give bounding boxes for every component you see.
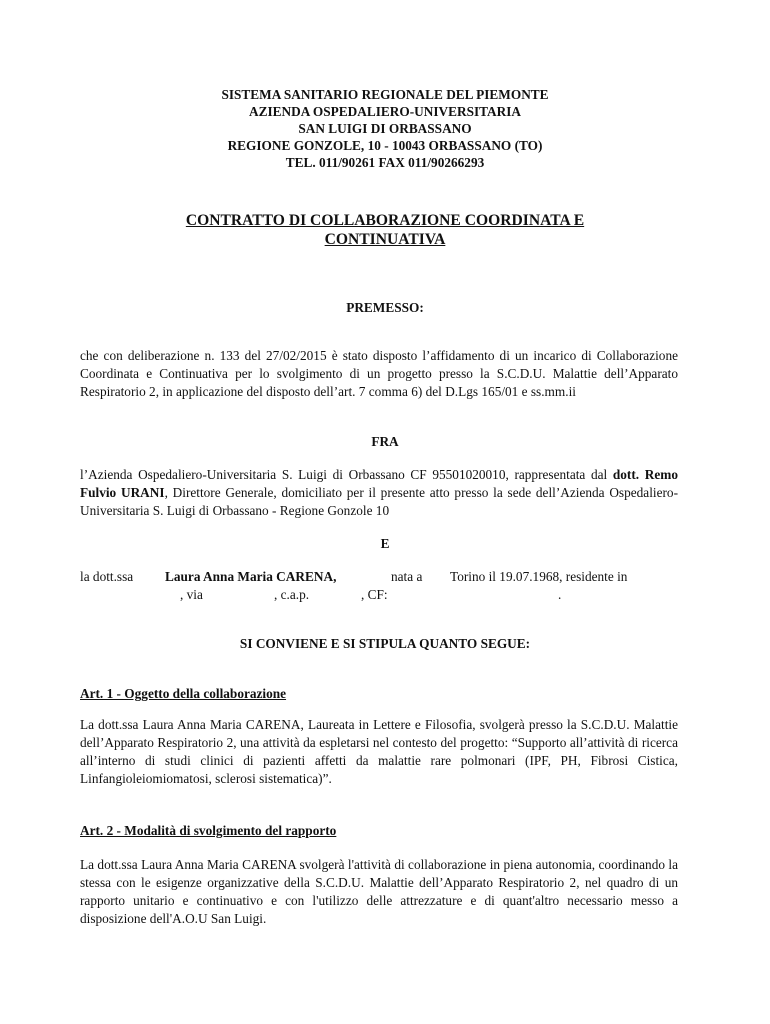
- fra-paragraph: [80, 466, 678, 520]
- art2-paragraph: La dott.ssa Laura Anna Maria CARENA svolgerà l'attività di collaborazione in piena autonomia, coordinando la stessa con le esigenze organizzative della S.C.D.U. Malattie dell’Apparato Respiratorio 2, nel quadro di un rapporto unitario e continuativo e con l'utilizzo delle attrezzature e di quant'altro necessario messo a disposizione dell'A.O.U San Luigi.: [80, 857, 678, 926]
- contractor-cf: , CF:: [361, 587, 388, 602]
- header-line-5: TEL. 011/90261 FAX 011/90266293: [285, 155, 485, 170]
- contractor-end: .: [558, 587, 562, 602]
- header-line-4: REGIONE GONZOLE, 10 - 10043 ORBASSANO (TO): [227, 138, 543, 153]
- contractor-line-1: [80, 568, 678, 586]
- contractor-line-2: [80, 586, 678, 604]
- fra-heading: FRA: [371, 434, 399, 449]
- art2-heading: Art. 2 - Modalità di svolgimento del rapporto: [80, 823, 337, 838]
- premesso-paragraph: che con deliberazione n. 133 del 27/02/2015 è stato disposto l’affidamento di un incarico di Collaborazione Coordinata e Continuativa per lo svolgimento di un progetto presso la S.C.D.U. Malattie dell’Apparato Respiratorio 2, in applicazione del disposto dell’art. 7 comma 6) del D.Lgs 165/01 e ss.mm.ii: [80, 348, 678, 399]
- contract-title: [0, 211, 770, 249]
- header-line-3: SAN LUIGI DI ORBASSANO: [298, 121, 472, 136]
- title-line-2: CONTINUATIVA: [324, 231, 446, 248]
- conviene-heading: SI CONVIENE E SI STIPULA QUANTO SEGUE:: [239, 636, 531, 651]
- contractor-cap: , c.a.p.: [274, 587, 310, 602]
- art1-heading: Art. 1 - Oggetto della collaborazione: [80, 686, 287, 701]
- art1-paragraph: La dott.ssa Laura Anna Maria CARENA, Laureata in Lettere e Filosofia, svolgerà presso la S.C.D.U. Malattie dell’Apparato Respiratorio 2, una attività da espletarsi nel contesto del progetto: “Supporto all’attività di ricerca all’interno di studi clinici di pazienti affetti da malattie rare polmonari (IPF, PH, Fibrosi Cistica, Linfangioleiomiomatosi, sclerosi sistematica)”.: [80, 717, 678, 786]
- contractor-via: , via: [180, 587, 203, 602]
- document-header: [0, 86, 770, 171]
- contractor-name: Laura Anna Maria CARENA,: [165, 569, 337, 584]
- e-heading: E: [380, 536, 390, 551]
- fra-text-before: l’Azienda Ospedaliero-Universitaria S. Luigi di Orbassano CF 95501020010, rappresentata dal: [80, 467, 613, 482]
- contractor-nata: nata a: [391, 569, 423, 584]
- header-line-2: AZIENDA OSPEDALIERO-UNIVERSITARIA: [248, 104, 522, 119]
- premesso-heading: PREMESSO:: [346, 300, 424, 315]
- header-line-1: SISTEMA SANITARIO REGIONALE DEL PIEMONTE: [221, 87, 549, 102]
- fra-name-bold: dott. Remo Fulvio URANI: [80, 467, 678, 500]
- fra-text-after: , Direttore Generale, domiciliato per il presente atto presso la sede dell’Azienda Ospedaliero-Universitaria S. Luigi di Orbassano - Regione Gonzole 10: [80, 485, 679, 518]
- contractor-prefix: la dott.ssa: [80, 569, 134, 584]
- title-line-1: CONTRATTO DI COLLABORAZIONE COORDINATA E: [185, 212, 585, 229]
- contractor-birth: Torino il 19.07.1968, residente in: [450, 569, 628, 584]
